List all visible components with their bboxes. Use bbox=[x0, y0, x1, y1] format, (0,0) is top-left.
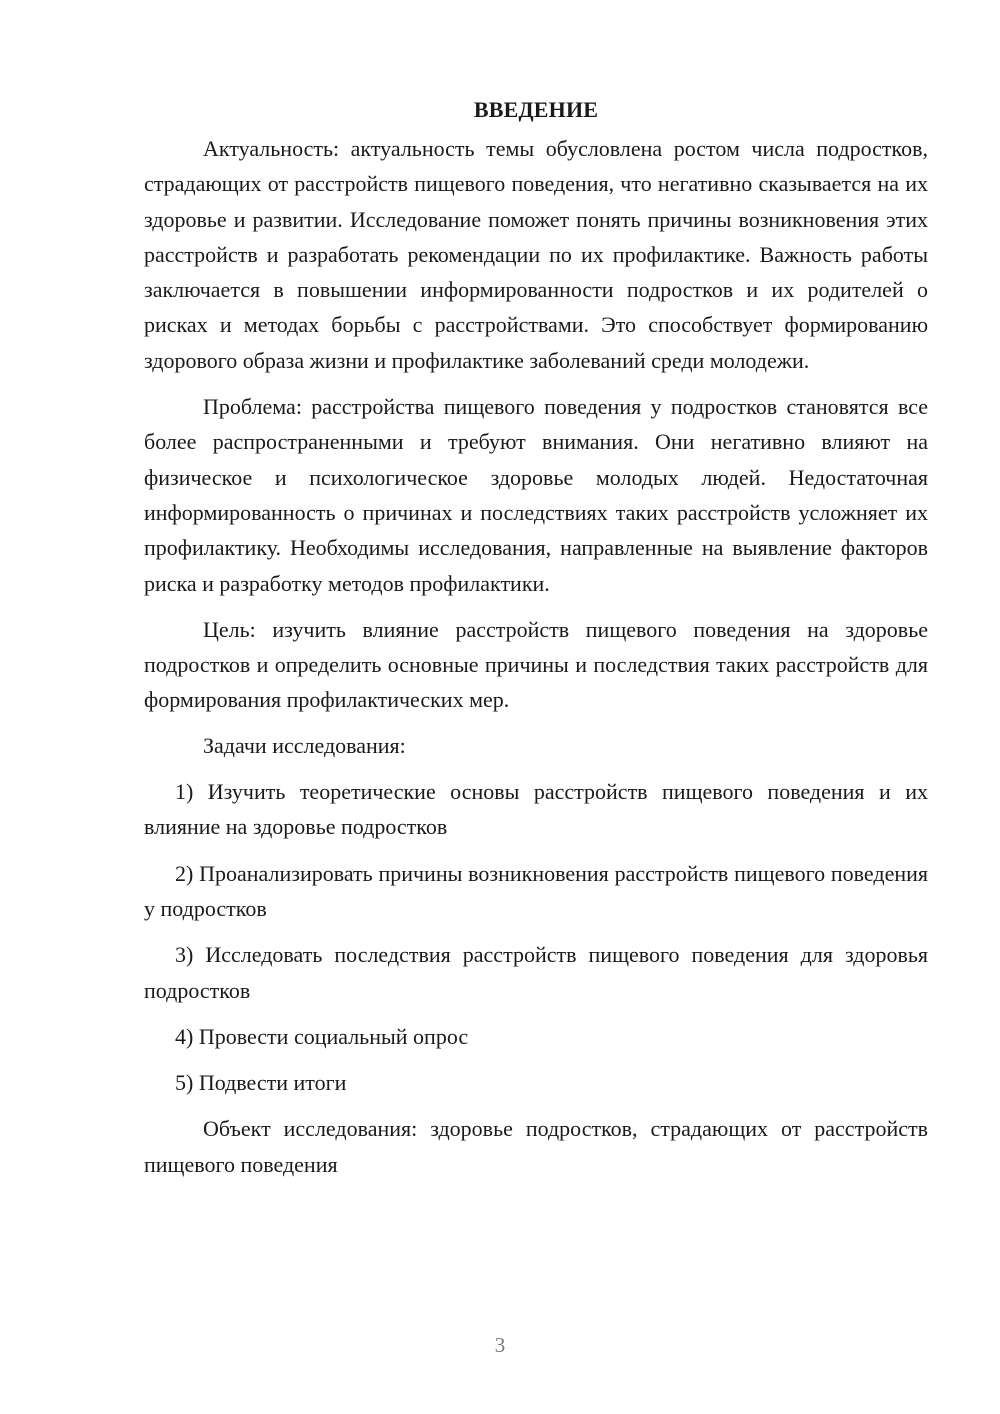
page-number: 3 bbox=[494, 1333, 506, 1357]
list-item: 4) Провести социальный опрос bbox=[175, 1023, 469, 1049]
tasks-title: Задачи исследования: bbox=[203, 732, 406, 758]
list-item: 2) Проанализировать причины возникновения расстройств пищевого поведения у подростков bbox=[144, 860, 928, 921]
list-item: 3) Исследовать последствия расстройств пищевого поведения для здоровья подростков bbox=[144, 942, 928, 1003]
paragraph-problem: Проблема: расстройства пищевого поведения у подростков становятся все более распространенными и требуют внимания. Они негативно влияют на физическое и психологическое здоровье молодых людей. Недостаточная информированность о причинах и последствиях таких расстройств усложняет их профилактику. Необходимы исследования, направленные на выявление факторов риска и разработку методов профилактики. bbox=[144, 394, 928, 596]
paragraph-relevance: Актуальность: актуальность темы обусловлена ростом числа подростков, страдающих от расстройств пищевого поведения, что негативно сказывается на их здоровье и развитии. Исследование поможет понять причины возникновения этих расстройств и разработать рекомендации по их профилактике. Важность работы заключается в повышении информированности подростков и их родителей о рисках и методах борьбы с расстройствами. Это способствует формированию здорового образа жизни и профилактике заболеваний среди молодежи. bbox=[144, 136, 928, 373]
document-page bbox=[144, 92, 928, 1182]
list-item: 5) Подвести итоги bbox=[175, 1070, 347, 1096]
paragraph-object: Объект исследования: здоровье подростков, страдающих от расстройств пищевого поведения bbox=[144, 1116, 928, 1177]
list-item: 1) Изучить теоретические основы расстройств пищевого поведения и их влияние на здоровье подростков bbox=[144, 779, 928, 840]
page-title: ВВЕДЕНИЕ bbox=[473, 97, 599, 122]
tasks-list bbox=[144, 774, 928, 1100]
paragraph-goal: Цель: изучить влияние расстройств пищевого поведения на здоровье подростков и определить основные причины и последствия таких расстройств для формирования профилактических мер. bbox=[144, 616, 928, 713]
